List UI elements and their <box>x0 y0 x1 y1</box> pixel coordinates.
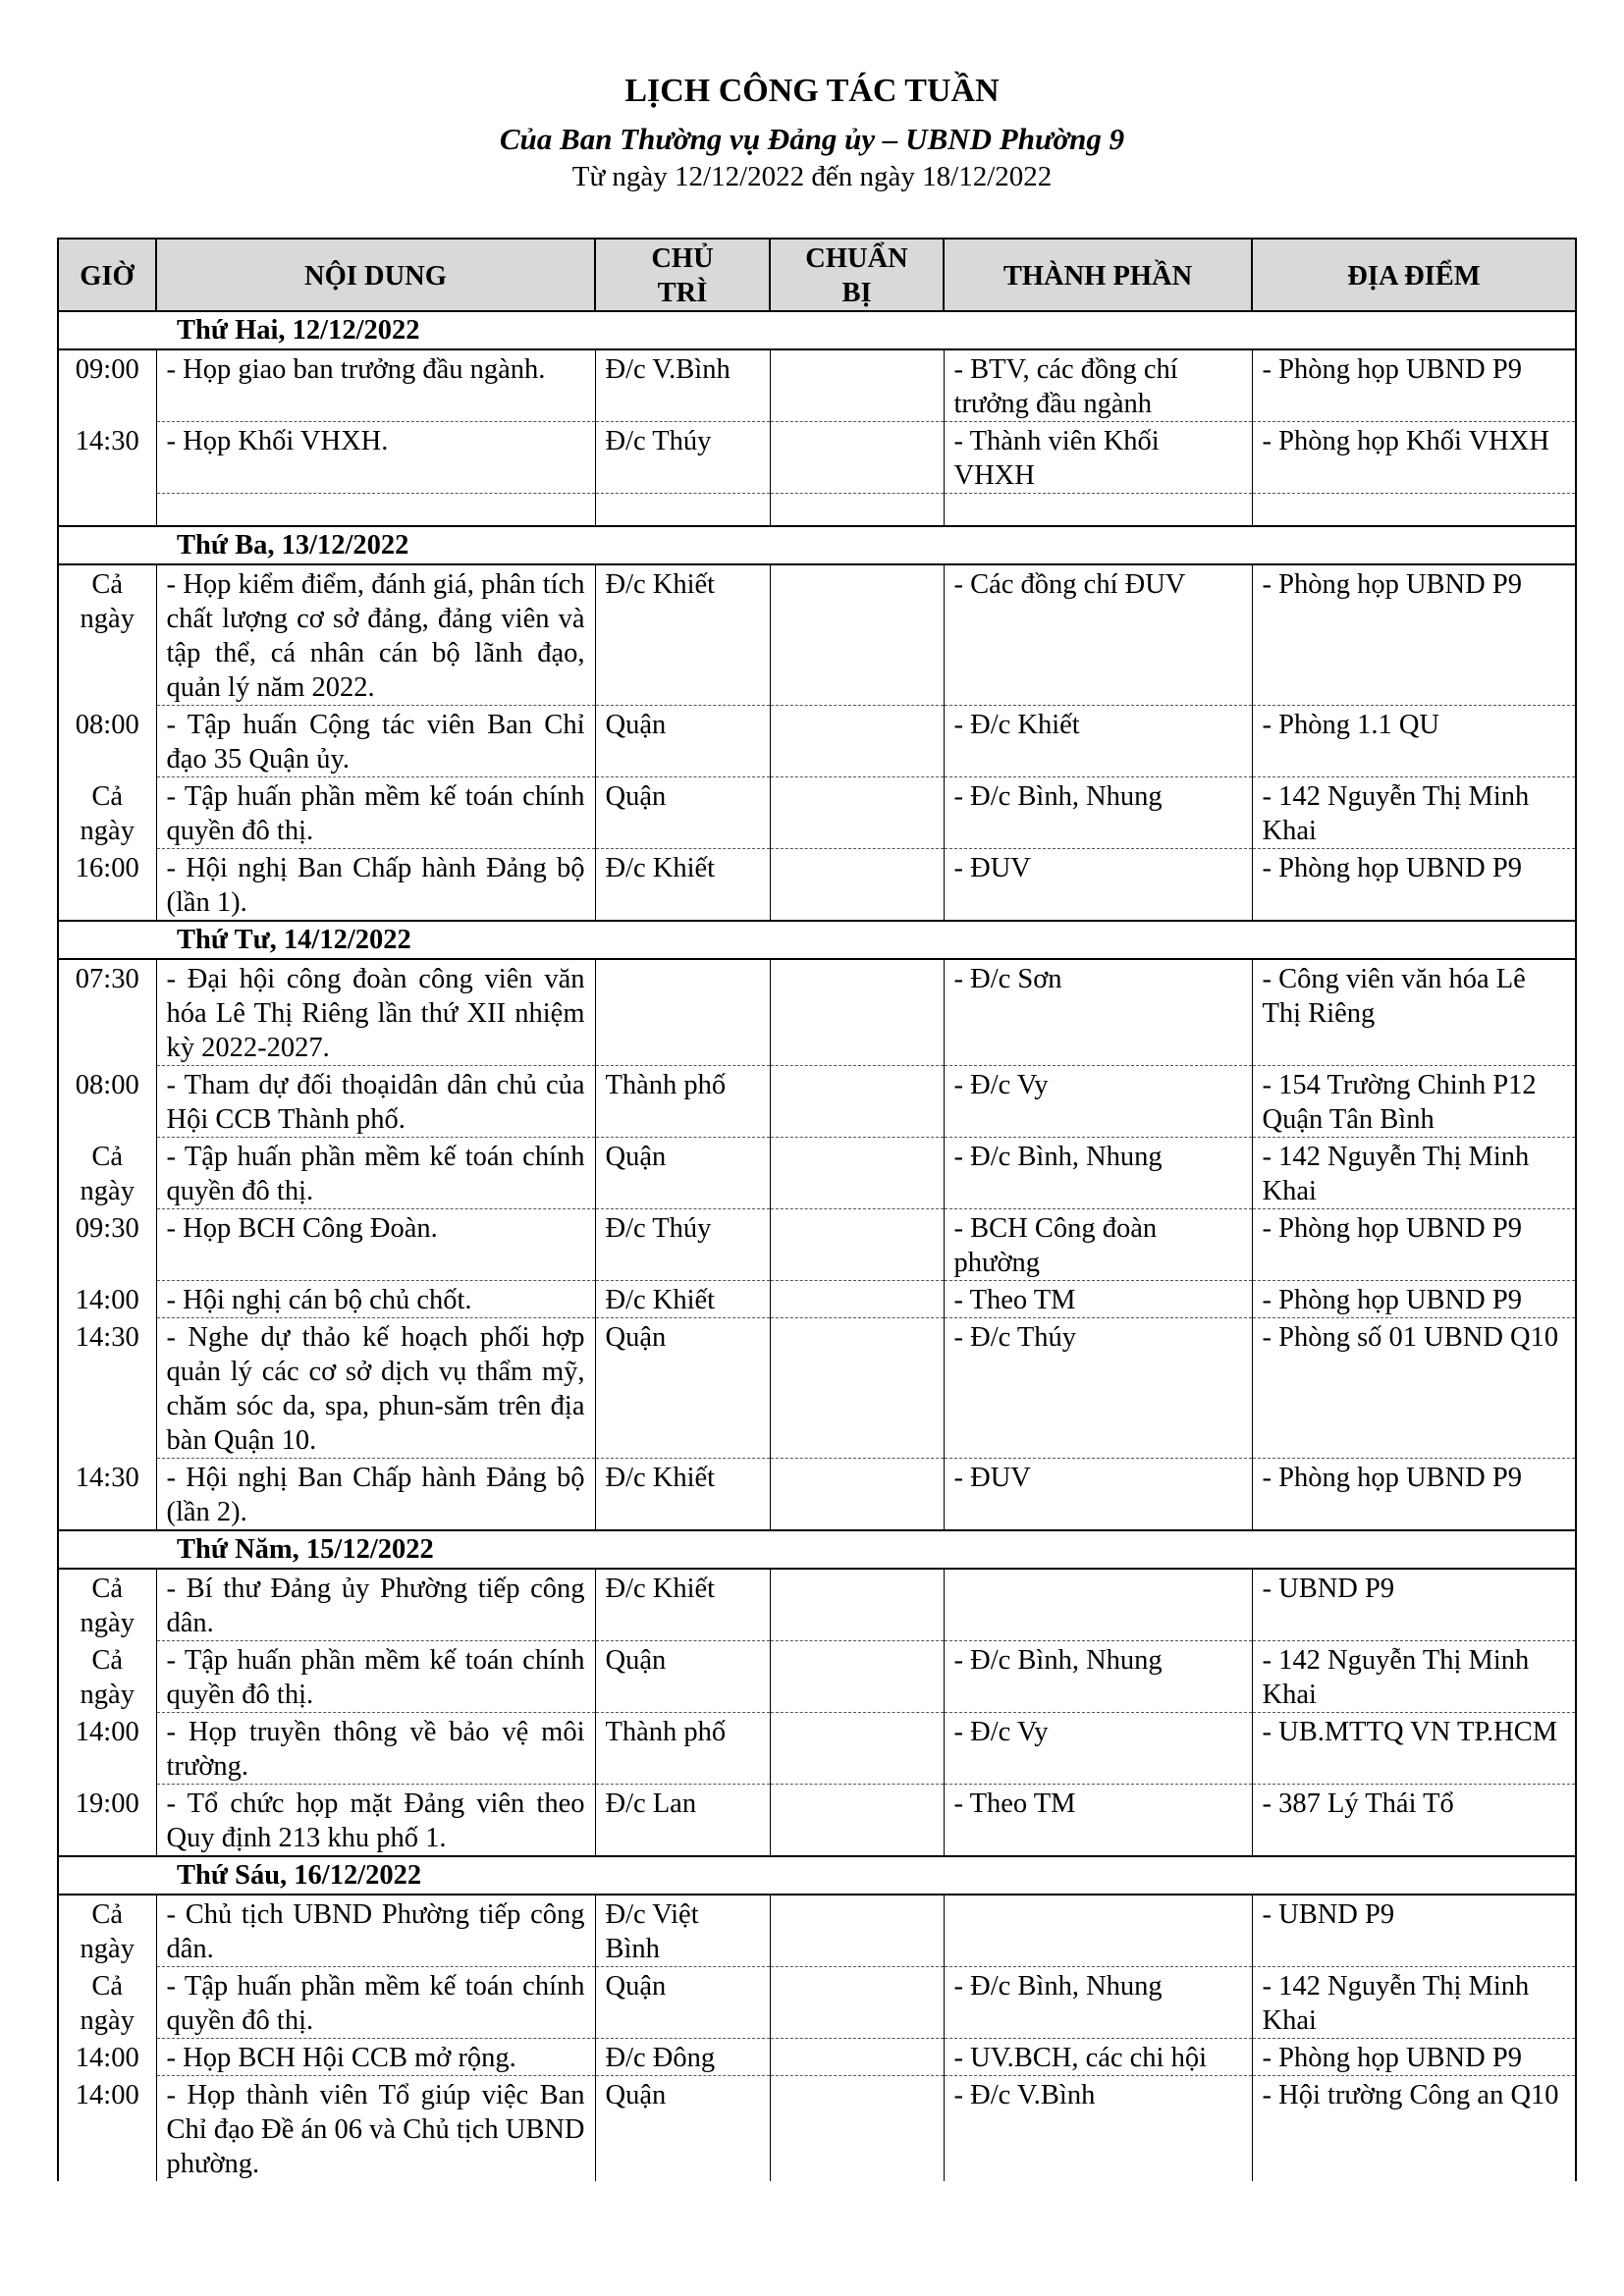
event-content: - Hội nghị cán bộ chủ chốt. <box>156 1281 595 1318</box>
event-chu-tri: Quận <box>595 706 770 777</box>
col-header-gio: GIỜ <box>58 239 156 311</box>
event-dia-diem: - 387 Lý Thái Tổ <box>1252 1785 1576 1857</box>
event-chuan-bi <box>770 959 944 1066</box>
event-row <box>58 422 1576 494</box>
event-dia-diem: - 142 Nguyễn Thị Minh Khai <box>1252 777 1576 849</box>
event-chuan-bi <box>770 777 944 849</box>
event-thanh-phan: - UV.BCH, các chi hội <box>944 2039 1252 2076</box>
day-header-row <box>58 1530 1576 1569</box>
event-row <box>58 1459 1576 1531</box>
blank-cell <box>944 494 1252 527</box>
event-chu-tri: Đ/c Thúy <box>595 422 770 494</box>
event-chuan-bi <box>770 2039 944 2076</box>
event-thanh-phan: - Theo TM <box>944 1785 1252 1857</box>
event-chuan-bi <box>770 1895 944 1967</box>
event-thanh-phan: - Thành viên Khối VHXH <box>944 422 1252 494</box>
event-thanh-phan: - Đ/c Khiết <box>944 706 1252 777</box>
event-chuan-bi <box>770 422 944 494</box>
event-chuan-bi <box>770 1318 944 1459</box>
event-dia-diem: - Công viên văn hóa Lê Thị Riêng <box>1252 959 1576 1066</box>
event-dia-diem: - 154 Trường Chinh P12 Quận Tân Bình <box>1252 1066 1576 1138</box>
event-content: - Tập huấn phần mềm kế toán chính quyền đô thị. <box>156 1967 595 2039</box>
event-chuan-bi <box>770 1066 944 1138</box>
event-time: 08:00 <box>58 1066 156 1138</box>
event-row <box>58 1895 1576 1967</box>
event-time: 14:00 <box>58 2076 156 2182</box>
event-time: 09:00 <box>58 349 156 422</box>
event-dia-diem: - 142 Nguyễn Thị Minh Khai <box>1252 1641 1576 1713</box>
event-time: 14:30 <box>58 422 156 494</box>
blank-cell <box>58 494 156 527</box>
event-time: 07:30 <box>58 959 156 1066</box>
schedule-body <box>58 311 1576 2181</box>
event-content: - Hội nghị Ban Chấp hành Đảng bộ (lần 1). <box>156 849 595 922</box>
event-time: 14:00 <box>58 1713 156 1785</box>
event-time: 14:30 <box>58 1459 156 1531</box>
col-header-noi-dung: NỘI DUNG <box>156 239 595 311</box>
day-label: Thứ Sáu, 16/12/2022 <box>58 1856 1576 1895</box>
event-thanh-phan: - Đ/c V.Bình <box>944 2076 1252 2182</box>
event-chu-tri: Quận <box>595 1138 770 1209</box>
event-thanh-phan: - Đ/c Bình, Nhung <box>944 1641 1252 1713</box>
col-header-chu-tri <box>595 239 770 311</box>
event-dia-diem: - Phòng số 01 UBND Q10 <box>1252 1318 1576 1459</box>
event-thanh-phan: - Đ/c Vy <box>944 1066 1252 1138</box>
event-time: Cả ngày <box>58 1895 156 1967</box>
blank-row <box>58 494 1576 527</box>
event-thanh-phan: - Các đồng chí ĐUV <box>944 564 1252 706</box>
event-chuan-bi <box>770 1138 944 1209</box>
event-dia-diem: - UB.MTTQ VN TP.HCM <box>1252 1713 1576 1785</box>
event-dia-diem: - Hội trường Công an Q10 <box>1252 2076 1576 2182</box>
event-chu-tri <box>595 959 770 1066</box>
event-dia-diem: - Phòng họp UBND P9 <box>1252 564 1576 706</box>
event-row <box>58 2039 1576 2076</box>
event-chu-tri: Quận <box>595 1641 770 1713</box>
event-thanh-phan: - Đ/c Vy <box>944 1713 1252 1785</box>
event-time: Cả ngày <box>58 777 156 849</box>
event-content: - Họp BCH Công Đoàn. <box>156 1209 595 1281</box>
event-row <box>58 564 1576 706</box>
col-header-chu-tri-text: CHỦ TRÌ <box>651 243 714 308</box>
event-dia-diem: - 142 Nguyễn Thị Minh Khai <box>1252 1967 1576 2039</box>
event-dia-diem: - UBND P9 <box>1252 1569 1576 1641</box>
event-chuan-bi <box>770 1967 944 2039</box>
blank-cell <box>595 494 770 527</box>
event-chuan-bi <box>770 706 944 777</box>
event-chuan-bi <box>770 349 944 422</box>
event-thanh-phan: - Theo TM <box>944 1281 1252 1318</box>
day-label: Thứ Tư, 14/12/2022 <box>58 921 1576 959</box>
event-row <box>58 849 1576 922</box>
event-thanh-phan: - ĐUV <box>944 1459 1252 1531</box>
event-row <box>58 777 1576 849</box>
event-chu-tri: Đ/c Khiết <box>595 849 770 922</box>
event-thanh-phan: - Đ/c Bình, Nhung <box>944 1138 1252 1209</box>
event-chu-tri: Đ/c V.Bình <box>595 349 770 422</box>
event-dia-diem: - Phòng họp UBND P9 <box>1252 1209 1576 1281</box>
day-header-row <box>58 921 1576 959</box>
event-time: 09:30 <box>58 1209 156 1281</box>
event-dia-diem: - Phòng họp Khối VHXH <box>1252 422 1576 494</box>
event-content: - Chủ tịch UBND Phường tiếp công dân. <box>156 1895 595 1967</box>
event-row <box>58 1318 1576 1459</box>
event-chu-tri: Quận <box>595 1967 770 2039</box>
event-content: - Họp truyền thông về bảo vệ môi trường. <box>156 1713 595 1785</box>
schedule-table <box>57 238 1577 2181</box>
event-row <box>58 1641 1576 1713</box>
event-content: - Tập huấn Cộng tác viên Ban Chỉ đạo 35 Quận ủy. <box>156 706 595 777</box>
event-time: Cả ngày <box>58 1641 156 1713</box>
event-dia-diem: - UBND P9 <box>1252 1895 1576 1967</box>
day-label: Thứ Hai, 12/12/2022 <box>58 311 1576 349</box>
event-dia-diem: - Phòng họp UBND P9 <box>1252 849 1576 922</box>
col-header-thanh-phan: THÀNH PHẦN <box>944 239 1252 311</box>
day-label: Thứ Năm, 15/12/2022 <box>58 1530 1576 1569</box>
event-chu-tri: Quận <box>595 777 770 849</box>
event-row <box>58 1569 1576 1641</box>
event-content: - Họp kiểm điểm, đánh giá, phân tích chất lượng cơ sở đảng, đảng viên và tập thể, cá nhân cán bộ lãnh đạo, quản lý năm 2022. <box>156 564 595 706</box>
event-row <box>58 1209 1576 1281</box>
event-chu-tri: Đ/c Thúy <box>595 1209 770 1281</box>
date-range: Từ ngày 12/12/2022 đến ngày 18/12/2022 <box>571 161 1053 192</box>
event-chu-tri: Thành phố <box>595 1066 770 1138</box>
event-dia-diem: - Phòng 1.1 QU <box>1252 706 1576 777</box>
event-dia-diem: - Phòng họp UBND P9 <box>1252 1281 1576 1318</box>
event-chu-tri: Đ/c Khiết <box>595 1281 770 1318</box>
blank-cell <box>1252 494 1576 527</box>
event-time: Cả ngày <box>58 1138 156 1209</box>
event-chuan-bi <box>770 1459 944 1531</box>
event-dia-diem: - 142 Nguyễn Thị Minh Khai <box>1252 1138 1576 1209</box>
event-chu-tri: Đ/c Khiết <box>595 1459 770 1531</box>
event-row <box>58 959 1576 1066</box>
event-row <box>58 706 1576 777</box>
event-chuan-bi <box>770 1281 944 1318</box>
event-time: Cả ngày <box>58 1967 156 2039</box>
event-row <box>58 349 1576 422</box>
event-content: - Bí thư Đảng ủy Phường tiếp công dân. <box>156 1569 595 1641</box>
event-chu-tri: Đ/c Khiết <box>595 564 770 706</box>
event-content: - Đại hội công đoàn công viên văn hóa Lê Thị Riêng lần thứ XII nhiệm kỳ 2022-2027. <box>156 959 595 1066</box>
event-row <box>58 1281 1576 1318</box>
event-thanh-phan: - BCH Công đoàn phường <box>944 1209 1252 1281</box>
event-time: 14:00 <box>58 2039 156 2076</box>
event-chuan-bi <box>770 1713 944 1785</box>
event-row <box>58 1713 1576 1785</box>
event-content: - Nghe dự thảo kế hoạch phối hợp quản lý các cơ sở dịch vụ thẩm mỹ, chăm sóc da, spa, phun-săm trên địa bàn Quận 10. <box>156 1318 595 1459</box>
event-thanh-phan: - Đ/c Bình, Nhung <box>944 1967 1252 2039</box>
event-chuan-bi <box>770 849 944 922</box>
event-chu-tri: Quận <box>595 2076 770 2182</box>
event-thanh-phan <box>944 1569 1252 1641</box>
event-thanh-phan: - ĐUV <box>944 849 1252 922</box>
event-content: - Tập huấn phần mềm kế toán chính quyền đô thị. <box>156 777 595 849</box>
event-chu-tri: Thành phố <box>595 1713 770 1785</box>
event-content: - Họp BCH Hội CCB mở rộng. <box>156 2039 595 2076</box>
event-content: - Tập huấn phần mềm kế toán chính quyền đô thị. <box>156 1641 595 1713</box>
event-chu-tri: Đ/c Việt Bình <box>595 1895 770 1967</box>
event-chuan-bi <box>770 564 944 706</box>
event-time: Cả ngày <box>58 1569 156 1641</box>
blank-cell <box>156 494 595 527</box>
day-header-row <box>58 311 1576 349</box>
table-header-row <box>58 239 1576 311</box>
event-thanh-phan: - Đ/c Sơn <box>944 959 1252 1066</box>
event-chuan-bi <box>770 1785 944 1857</box>
col-header-dia-diem: ĐỊA ĐIỂM <box>1252 239 1576 311</box>
event-chuan-bi <box>770 1641 944 1713</box>
event-thanh-phan: - Đ/c Bình, Nhung <box>944 777 1252 849</box>
event-chuan-bi <box>770 1569 944 1641</box>
event-time: 14:00 <box>58 1281 156 1318</box>
event-content: - Hội nghị Ban Chấp hành Đảng bộ (lần 2). <box>156 1459 595 1531</box>
day-header-row <box>58 1856 1576 1895</box>
col-header-chuan-bi <box>770 239 944 311</box>
day-header-row <box>58 526 1576 564</box>
event-chu-tri: Đ/c Lan <box>595 1785 770 1857</box>
day-label: Thứ Ba, 13/12/2022 <box>58 526 1576 564</box>
blank-cell <box>770 494 944 527</box>
event-chuan-bi <box>770 1209 944 1281</box>
event-time: Cả ngày <box>58 564 156 706</box>
col-header-chuan-bi-text: CHUẨN BỊ <box>805 243 908 308</box>
event-time: 14:30 <box>58 1318 156 1459</box>
event-dia-diem: - Phòng họp UBND P9 <box>1252 2039 1576 2076</box>
event-time: 19:00 <box>58 1785 156 1857</box>
event-content: - Họp Khối VHXH. <box>156 422 595 494</box>
event-content: - Tổ chức họp mặt Đảng viên theo Quy định 213 khu phố 1. <box>156 1785 595 1857</box>
event-thanh-phan: - BTV, các đồng chí trưởng đầu ngành <box>944 349 1252 422</box>
event-row <box>58 1066 1576 1138</box>
event-row <box>58 1785 1576 1857</box>
event-time: 16:00 <box>58 849 156 922</box>
event-thanh-phan <box>944 1895 1252 1967</box>
event-time: 08:00 <box>58 706 156 777</box>
event-content: - Họp giao ban trưởng đầu ngành. <box>156 349 595 422</box>
event-thanh-phan: - Đ/c Thúy <box>944 1318 1252 1459</box>
event-chu-tri: Đ/c Đông <box>595 2039 770 2076</box>
event-content: - Tham dự đối thoạidân dân chủ của Hội CCB Thành phố. <box>156 1066 595 1138</box>
event-chuan-bi <box>770 2076 944 2182</box>
event-dia-diem: - Phòng họp UBND P9 <box>1252 349 1576 422</box>
page-title: LỊCH CÔNG TÁC TUẦN <box>624 73 1000 109</box>
event-content: - Họp thành viên Tổ giúp việc Ban Chỉ đạo Đề án 06 và Chủ tịch UBND phường. <box>156 2076 595 2182</box>
page-subtitle: Của Ban Thường vụ Đảng ủy – UBND Phường 9 <box>499 122 1125 156</box>
event-row <box>58 2076 1576 2182</box>
event-chu-tri: Quận <box>595 1318 770 1459</box>
event-content: - Tập huấn phần mềm kế toán chính quyền đô thị. <box>156 1138 595 1209</box>
event-chu-tri: Đ/c Khiết <box>595 1569 770 1641</box>
event-dia-diem: - Phòng họp UBND P9 <box>1252 1459 1576 1531</box>
event-row <box>58 1967 1576 2039</box>
event-row <box>58 1138 1576 1209</box>
